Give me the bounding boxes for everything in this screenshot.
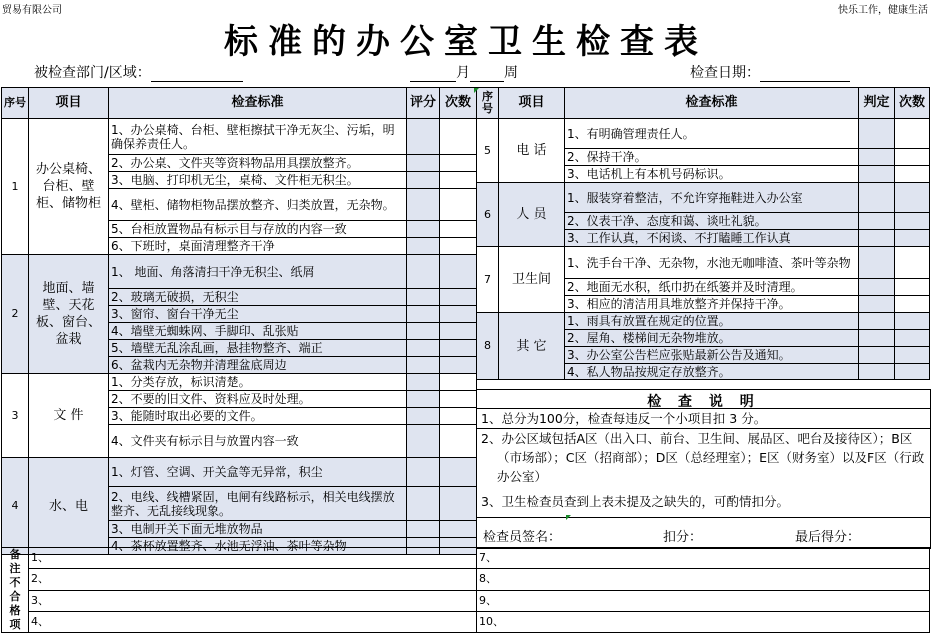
dept-field[interactable] [34, 62, 243, 82]
right-seq-6: 6 [477, 183, 499, 247]
final-score-label: 最后得分： [795, 530, 861, 545]
right-category-7: 卫生间 [499, 247, 565, 313]
standard-cell: 6、盆栽内无杂物并清理盆底周边 [109, 357, 407, 374]
signature-label: 检查员签名： [483, 530, 562, 545]
table-row [477, 247, 930, 279]
note-right-8[interactable]: 8、 [477, 569, 930, 590]
score-cell[interactable] [407, 487, 440, 521]
right-check-table [476, 87, 930, 380]
left-category-3: 文 件 [29, 374, 109, 458]
count-cell[interactable] [440, 391, 477, 408]
standard-cell: 1、服装穿着整洁，不允许穿拖鞋进入办公室 [565, 183, 859, 213]
count-cell[interactable] [895, 279, 930, 296]
left-header-row [2, 88, 477, 119]
judge-cell[interactable] [859, 313, 895, 330]
standard-cell: 2、不要的旧文件、资料应及时处理。 [109, 391, 407, 408]
right-header-seq: 序号 [477, 88, 499, 119]
judge-cell[interactable] [859, 364, 895, 380]
company-name: 贸易有限公司 [2, 5, 62, 16]
score-cell[interactable] [407, 323, 440, 340]
count-cell[interactable] [440, 340, 477, 357]
count-cell[interactable] [895, 296, 930, 313]
score-cell[interactable] [407, 189, 440, 221]
count-cell[interactable] [440, 408, 477, 425]
left-category-4: 水、电 [29, 458, 109, 555]
standard-cell: 4、墙壁无蜘蛛网、手脚印、乱张贴 [109, 323, 407, 340]
score-cell[interactable] [407, 408, 440, 425]
count-cell[interactable] [440, 323, 477, 340]
note-right-7[interactable]: 7、 [477, 548, 930, 569]
judge-cell[interactable] [859, 330, 895, 347]
count-cell[interactable] [895, 119, 930, 149]
standard-cell: 2、仪表干净、态度和蔼、谈吐礼貌。 [565, 213, 859, 230]
standard-cell: 3、窗帘、窗台干净无尘 [109, 306, 407, 323]
count-cell[interactable] [440, 458, 477, 487]
score-cell[interactable] [407, 357, 440, 374]
standard-cell: 2、屋角、楼梯间无杂物堆放。 [565, 330, 859, 347]
explain-item-3: 3、卫生检查员查到上表未提及之缺失的，可酌情扣分。 [481, 494, 789, 509]
left-seq-4: 4 [2, 458, 29, 555]
standard-cell: 1、洗手台干净、无杂物，水池无咖啡渣、茶叶等杂物 [565, 247, 859, 279]
standard-cell: 2、保持干净。 [565, 149, 859, 166]
standard-cell: 2、办公桌、文件夹等资料物品用具摆放整齐。 [109, 155, 407, 172]
score-cell[interactable] [407, 289, 440, 306]
explain-item-1: 1、总分为100分，检查每违反一个小项目扣 3 分。 [481, 411, 767, 426]
table-row [477, 313, 930, 330]
standard-cell: 6、下班时，桌面清理整齐干净 [109, 238, 407, 255]
judge-cell[interactable] [859, 296, 895, 313]
note-right-9[interactable]: 9、 [477, 590, 930, 611]
judge-cell[interactable] [859, 347, 895, 364]
count-cell[interactable] [440, 374, 477, 391]
standard-cell: 3、相应的清洁用具堆放整齐并保持干净。 [565, 296, 859, 313]
score-cell[interactable] [407, 425, 440, 458]
week-blank[interactable] [470, 67, 504, 82]
judge-cell[interactable] [859, 119, 895, 149]
score-cell[interactable] [407, 155, 440, 172]
score-cell[interactable] [407, 458, 440, 487]
left-seq-2: 2 [2, 255, 29, 374]
right-category-6: 人 员 [499, 183, 565, 247]
right-seq-8: 8 [477, 313, 499, 380]
judge-cell[interactable] [859, 230, 895, 247]
score-cell[interactable] [407, 374, 440, 391]
standard-cell: 4、茶杯放置整齐、水池无浮油、茶叶等杂物 [109, 538, 407, 555]
score-cell[interactable] [407, 391, 440, 408]
count-cell[interactable] [895, 149, 930, 166]
count-cell[interactable] [895, 364, 930, 380]
judge-cell[interactable] [859, 183, 895, 213]
deduct-label: 扣分： [663, 530, 703, 545]
judge-cell[interactable] [859, 279, 895, 296]
notes-label [2, 548, 29, 633]
standard-cell: 1、办公桌椅、台柜、壁柜擦拭干净无灰尘、污垢，明确保养责任人。 [109, 119, 407, 155]
count-cell[interactable] [440, 306, 477, 323]
count-cell[interactable] [440, 155, 477, 172]
week-label: 周 [504, 65, 518, 81]
right-seq-5: 5 [477, 119, 499, 183]
count-cell[interactable] [895, 247, 930, 279]
note-left-3[interactable]: 3、 [29, 590, 477, 611]
week-field[interactable] [410, 62, 518, 82]
score-cell[interactable] [407, 306, 440, 323]
table-row [2, 119, 477, 155]
count-cell[interactable] [440, 238, 477, 255]
score-cell[interactable] [407, 221, 440, 238]
note-left-1[interactable]: 1、 [29, 548, 477, 569]
left-seq-3: 3 [2, 374, 29, 458]
standard-cell: 5、台柜放置物品有标示目与存放的内容一致 [109, 221, 407, 238]
notes-label-text: 备 注 不 合 格 项 [9, 548, 21, 631]
standard-cell: 2、电线、线槽紧固，电闸有线路标示，相关电线摆放整齐、无乱接线现象。 [109, 487, 407, 521]
standard-cell: 1、 地面、角落清扫干净无积尘、纸屑 [109, 255, 407, 289]
right-category-8: 其 它 [499, 313, 565, 380]
standard-cell: 3、电话机上有本机号码标识。 [565, 166, 859, 183]
score-cell[interactable] [407, 340, 440, 357]
left-header-score: 评分 [407, 88, 440, 119]
standard-cell: 1、分类存放，标识清楚。 [109, 374, 407, 391]
count-cell[interactable] [895, 183, 930, 213]
left-header-standard: 检查标准 [109, 88, 407, 119]
score-cell[interactable] [407, 255, 440, 289]
standard-cell: 3、电制开关下面无堆放物品 [109, 521, 407, 538]
standard-cell: 1、有明确管理责任人。 [565, 119, 859, 149]
count-cell[interactable] [440, 521, 477, 538]
judge-cell[interactable] [859, 166, 895, 183]
left-check-table [1, 87, 477, 555]
table-row [2, 374, 477, 391]
standard-cell: 4、壁柜、储物柜物品摆放整齐、归类放置，无杂物。 [109, 189, 407, 221]
count-cell[interactable] [440, 221, 477, 238]
count-cell[interactable] [895, 347, 930, 364]
count-cell[interactable] [895, 330, 930, 347]
cell-marker-icon [474, 88, 479, 93]
dept-label: 被检查部门/区域： [34, 65, 151, 81]
standard-cell: 4、私人物品按规定存放整齐。 [565, 364, 859, 380]
count-cell[interactable] [440, 172, 477, 189]
table-row [2, 255, 477, 289]
count-cell[interactable] [895, 230, 930, 247]
month-label: 月 [456, 65, 470, 81]
count-cell[interactable] [440, 357, 477, 374]
dept-blank[interactable] [151, 67, 243, 82]
judge-cell[interactable] [859, 213, 895, 230]
note-left-2[interactable]: 2、 [29, 569, 477, 590]
standard-cell: 3、工作认真，不闲谈、不打瞌睡工作认真 [565, 230, 859, 247]
count-cell[interactable] [895, 166, 930, 183]
slogan: 快乐工作，健康生活 [838, 5, 928, 16]
standard-cell: 1、灯管、空调、开关盒等无异常，积尘 [109, 458, 407, 487]
cell-marker-icon [566, 515, 571, 520]
explain-box [476, 389, 931, 549]
standard-cell: 4、文件夹有标示目与放置内容一致 [109, 425, 407, 458]
score-cell[interactable] [407, 119, 440, 155]
judge-cell[interactable] [859, 149, 895, 166]
table-row [477, 119, 930, 149]
right-header-count: 次数 [895, 88, 930, 119]
standard-cell: 2、玻璃无破损，无积尘 [109, 289, 407, 306]
right-header-judge: 判定 [859, 88, 895, 119]
count-cell[interactable] [895, 213, 930, 230]
left-header-item: 项目 [29, 88, 109, 119]
month-blank[interactable] [410, 67, 456, 82]
standard-cell: 3、能随时取出必要的文件。 [109, 408, 407, 425]
page-title: 标准的办公室卫生检查表 [224, 22, 708, 62]
signature-row [477, 517, 930, 548]
table-row [477, 183, 930, 213]
explain-item-2: 2、办公区域包括A区（出入口、前台、卫生间、展品区、吧台及接待区）；B区（市场部）；C区（招商部）；D区（总经理室）；E区（财务室）以及F区（行政办公室） [477, 428, 930, 486]
count-cell[interactable] [440, 425, 477, 458]
count-cell[interactable] [440, 119, 477, 155]
count-cell[interactable] [440, 255, 477, 289]
date-field[interactable] [690, 62, 850, 82]
count-cell[interactable] [440, 487, 477, 521]
left-category-2: 地面、墙壁、天花板、窗台、盆栽 [29, 255, 109, 374]
date-blank[interactable] [760, 67, 850, 82]
standard-cell: 3、电脑、打印机无尘，桌椅、文件柜无积尘。 [109, 172, 407, 189]
right-category-5: 电 话 [499, 119, 565, 183]
left-seq-1: 1 [2, 119, 29, 255]
right-header-item: 项目 [499, 88, 565, 119]
note-left-4[interactable]: 4、 [29, 611, 477, 632]
left-header-count: 次数 [440, 88, 477, 119]
count-cell[interactable] [440, 189, 477, 221]
right-header-standard: 检查标准 [565, 88, 859, 119]
standard-cell: 1、雨具有放置在规定的位置。 [565, 313, 859, 330]
judge-cell[interactable] [859, 247, 895, 279]
right-header-row [477, 88, 930, 119]
notes-table [1, 547, 930, 633]
standard-cell: 2、地面无水积，纸巾扔在纸篓并及时清理。 [565, 279, 859, 296]
score-cell[interactable] [407, 521, 440, 538]
right-seq-7: 7 [477, 247, 499, 313]
note-right-10[interactable]: 10、 [477, 611, 930, 632]
count-cell[interactable] [440, 289, 477, 306]
explain-title: 检 查 说 明 [477, 391, 930, 409]
standard-cell: 3、办公室公告栏应张贴最新公告及通知。 [565, 347, 859, 364]
count-cell[interactable] [895, 313, 930, 330]
standard-cell: 5、墙壁无乱涂乱画，悬挂物整齐、端正 [109, 340, 407, 357]
left-category-1: 办公桌椅、台柜、壁柜、储物柜 [29, 119, 109, 255]
table-row [2, 458, 477, 487]
score-cell[interactable] [407, 172, 440, 189]
date-label: 检查日期： [690, 65, 760, 81]
left-header-seq: 序号 [2, 88, 29, 119]
score-cell[interactable] [407, 238, 440, 255]
